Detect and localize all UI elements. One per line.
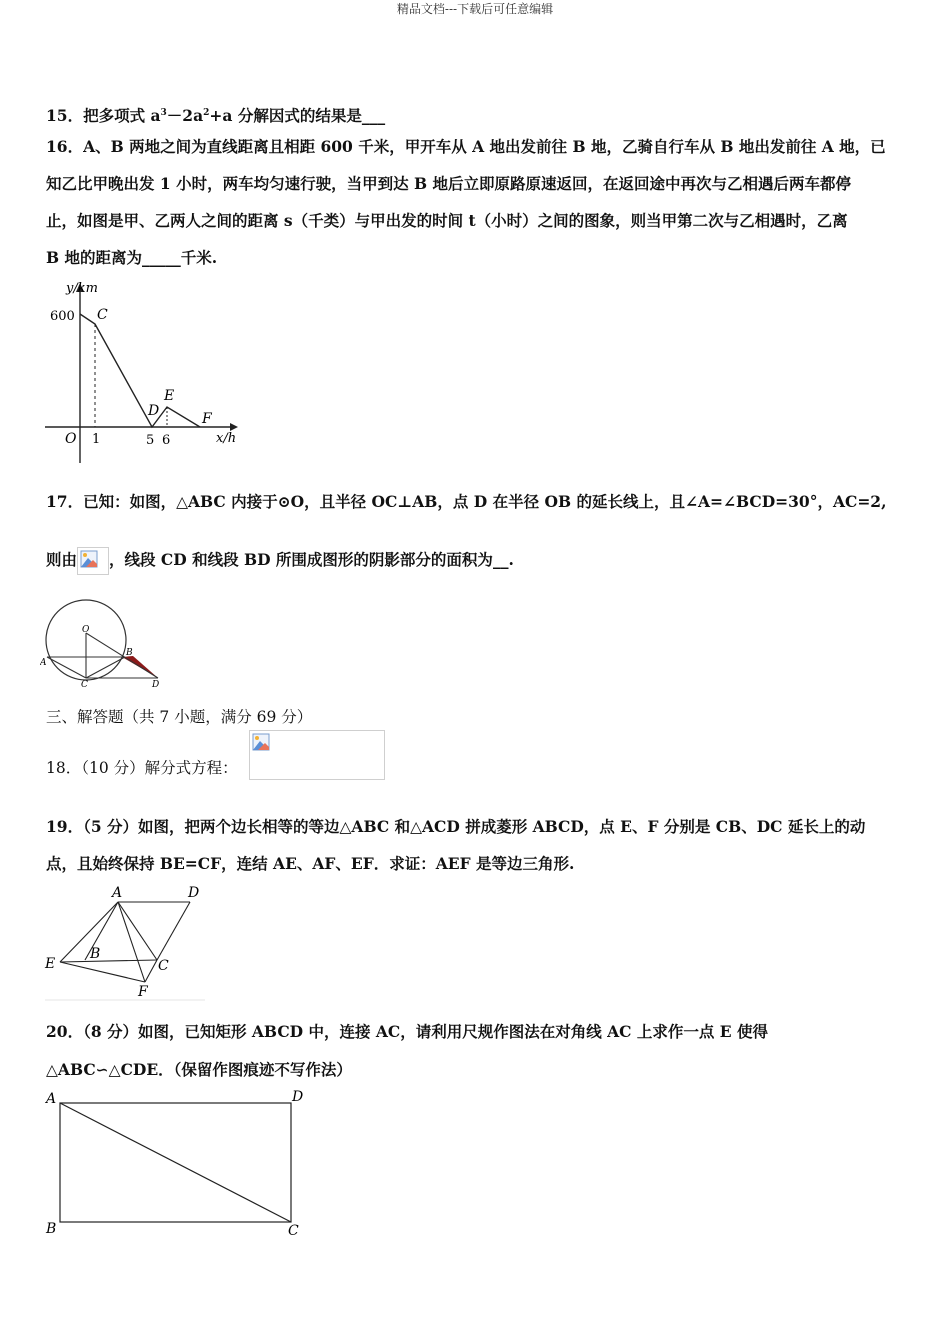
q15-text-mid: －2a [166, 106, 204, 126]
x-tick-5: 5 [146, 433, 155, 448]
question-18: 18．（10 分）解分式方程： [46, 759, 238, 777]
q17-line-1: 17．已知：如图，△ABC 内接于⊙O，且半径 OC⊥AB，点 D 在半径 OB 的延长线上，且∠A=∠BCD=30°，AC=2, [46, 492, 887, 511]
label-o: O [82, 625, 90, 635]
label-a: A [112, 885, 123, 901]
diagonal-ac [60, 1103, 291, 1222]
x-tick-6: 6 [162, 433, 171, 448]
q16-graph [40, 278, 250, 473]
label-c: C [81, 680, 88, 690]
label-b: B [90, 946, 101, 962]
q20-line-1: 20．（8 分）如图，已知矩形 ABCD 中，连接 AC，请利用尺规作图法在对角线 AC 上求作一点 E 使得 [46, 1022, 769, 1041]
q17-answer-blank: __. [492, 550, 514, 569]
point-f-label: F [202, 411, 212, 427]
point-c-label: C [97, 307, 108, 323]
label-d: D [292, 1089, 304, 1105]
y-axis-label: y/km [66, 281, 98, 296]
question-20-line-2: △ABC∽△CDE．（保留作图痕迹不写作法） [46, 1060, 352, 1079]
origin-label: O [65, 431, 77, 447]
q16-line-1: 16．A、B 两地之间为直线距离且相距 600 千米，甲开车从 A 地出发前往 B 地，乙骑自行车从 B 地出发前往 A 地，已 [46, 137, 886, 156]
label-c: C [288, 1223, 299, 1239]
q19-line-2: 点，且始终保持 BE=CF，连结 AE、AF、EF．求证：AEF 是等边三角形. [46, 854, 575, 873]
question-20 [46, 1013, 906, 1050]
question-17-line-2: 则由 ，线段 CD 和线段 BD 所围成图形的阴影部分的面积为__. [46, 540, 906, 580]
q15-exp-2: 2 [203, 108, 210, 118]
q16-line-3: 止，如图是甲、乙两人之间的距离 s（千类）与甲出发的时间 t（小时）之间的图象，则当甲第二次与乙相遇时，乙离 [46, 211, 848, 230]
q19-line-1: 19．（5 分）如图，把两个边长相等的等边△ABC 和△ACD 拼成菱形 ABCD，点 E、F 分别是 CB、DC 延长上的动 [46, 817, 866, 836]
q15-text-pre: 把多项式 a [83, 106, 161, 126]
y-tick-600: 600 [50, 309, 75, 324]
label-b: B [126, 648, 133, 658]
x-axis-label: x/h [216, 431, 237, 446]
page-header: 精品文档---下载后可任意编辑 [396, 2, 554, 16]
label-c: C [158, 958, 169, 974]
q16-line-4: B 地的距离为_____千米. [46, 248, 218, 267]
q17-figure [40, 590, 170, 690]
graph-polyline [80, 314, 200, 427]
label-b: B [46, 1221, 57, 1237]
q15-answer-blank: ___ [361, 106, 386, 126]
x-tick-1: 1 [92, 432, 101, 447]
question-19 [46, 808, 906, 882]
image-icon [252, 733, 270, 751]
x-axis-arrow [230, 423, 238, 431]
label-d: D [152, 680, 160, 690]
q15-number: 15． [46, 106, 84, 126]
label-d: D [188, 885, 200, 901]
q19-figure [40, 880, 210, 1005]
q15-exp-1: 3 [160, 108, 167, 118]
question-16 [46, 128, 906, 276]
label-f: F [138, 984, 148, 1000]
q15-text-post: +a 分解因式的结果是 [209, 106, 362, 126]
image-icon [80, 550, 98, 568]
q20-figure [40, 1085, 315, 1245]
section-heading: 三、解答题（共 7 小题，满分 69 分） [46, 708, 313, 726]
q16-line-2: 知乙比甲晚出发 1 小时，两车均匀速行驶，当甲到达 B 地后立即原路原速返回，在返回途中再次与乙相遇后两车都停 [46, 174, 851, 193]
point-d-label: D [148, 403, 160, 419]
label-a: A [46, 1091, 57, 1107]
q16-answer-blank: _____ [142, 248, 181, 267]
label-a: A [40, 658, 47, 668]
radius-ob-extended [86, 633, 158, 678]
label-e: E [45, 956, 56, 972]
question-17 [46, 483, 906, 520]
point-e-label: E [164, 388, 175, 404]
equation-image-placeholder [249, 730, 385, 780]
broken-image-placeholder [77, 547, 109, 575]
